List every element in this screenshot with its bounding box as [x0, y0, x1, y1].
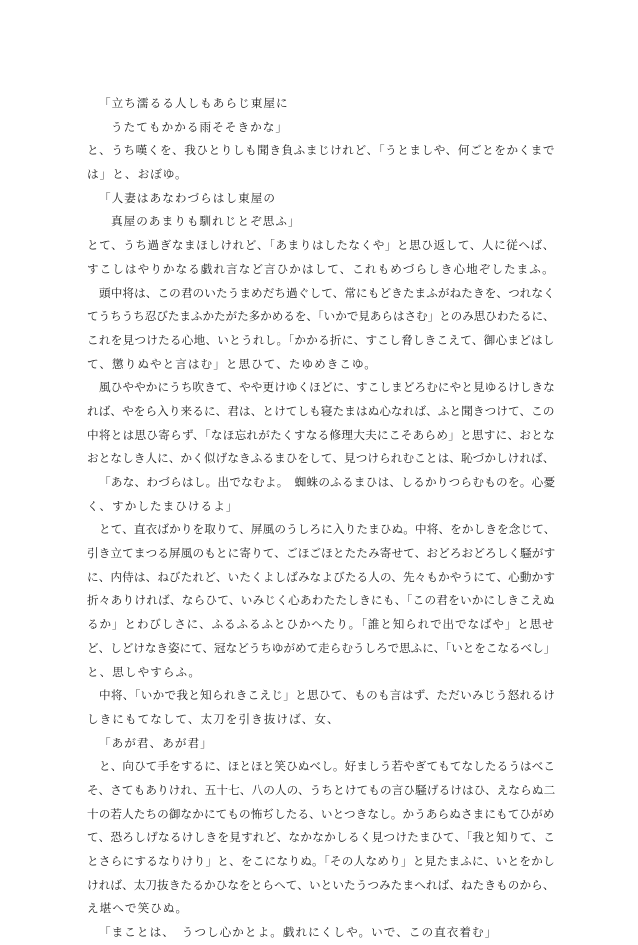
text-line: 「人妻はあなわづらはし東屋の — [99, 190, 277, 205]
body-text — [87, 92, 555, 945]
text-line: うたてもかかる雨そそきかな」 — [111, 119, 289, 134]
text-line: そ、さてもありけれ、五十七、八の人の、うちとけてもの言ひ騒げるけはひ、えならぬ二 — [87, 782, 556, 797]
text-line: 「まことは、 うつし心かとよ。戯れにくしや。いで、この直衣着む」 — [99, 925, 498, 940]
text-line: おとなしき人に、かく似げなきふるまひをして、見つけられむことは、恥づかしければ、 — [87, 451, 555, 466]
text-line: てうちうち忍びたまふかたがた多かめるを、「いかで見あらはさむ」とのみ思ひわたるに、 — [87, 309, 555, 324]
text-line: れば、やをら入り来るに、君は、とけてしも寝たまはぬ心なれば、ふと聞きつけて、この — [87, 403, 555, 418]
text-line: とさらにするなりけり」と、をこになりぬ。「その人なめり」と見たまふに、いとをかし — [87, 854, 555, 868]
text-line: に、内侍は、ねびたれど、いたくよしばみなよびたる人の、先々もかやうにて、心動かす — [87, 569, 556, 584]
text-line: と、向ひて手をするに、ほとほと笑ひぬべし。好ましう若やぎてもてなしたるうはべこ — [99, 759, 556, 774]
text-line: と、思しやすらふ。 — [87, 664, 202, 679]
text-line: 真屋のあまりも馴れじとぞ思ふ」 — [111, 214, 301, 229]
text-line: は」と、おぼゆ。 — [87, 167, 188, 182]
text-line: 折々ありければ、ならひて、いみじく心あわたたしきにも、「この君をいかにしきこえぬ — [87, 593, 555, 608]
text-line: 頭中将は、この君のいたうまめだち過ぐして、常にもどきたまふがねたきを、つれなく — [99, 285, 555, 300]
text-line: 「立ち濡るる人しもあらじ東屋に — [99, 96, 289, 110]
text-line: とて、直衣ばかりを取りて、屏風のうしろに入りたまひぬ。中将、をかしきを念じて、 — [99, 522, 556, 537]
text-line: 十の若人たちの御なかにてもの怖ぢしたる、いとつきなし。かうあらぬさまにもてひがめ — [87, 806, 555, 821]
text-line: すこしはやりかなる戯れ言など言ひかはして、これもめづらしき心地ぞしたまふ。 — [87, 261, 555, 276]
text-line: て、恐ろしげなるけしきを見すれど、なかなかしるく見つけたまひて、「我と知りて、こ — [87, 830, 556, 845]
text-line: しきにもてなして、太刀を引き抜けば、女、 — [87, 711, 340, 726]
text-line: く、すかしたまひけるよ」 — [87, 498, 239, 513]
text-line: 「あが君、あが君」 — [99, 735, 213, 750]
text-line: 「あな、わづらはし。出でなむよ。 蜘蛛のふるまひは、しるかりつらむものを。心憂 — [99, 475, 556, 489]
text-line: て、懲りぬやと言はむ」と思ひて、たゆめきこゆ。 — [87, 356, 377, 371]
text-line: 引き立てまつる屏風のもとに寄りて、ごほごほとたたみ寄せて、おどろおどろしく騒がす — [87, 546, 556, 561]
text-line: これを見つけたる心地、いとうれし。「かかる折に、すこし脅しきこえて、御心まどはし — [87, 332, 555, 347]
text-line: ど、しどけなき姿にて、冠などうちゆがめて走らむうしろで思ふに、「いとをこなるべし」 — [87, 640, 556, 655]
text-line: るか」とわびしさに、ふるふるふとひかへたり。「誰と知られで出でなばや」と思せ — [87, 617, 555, 632]
text-line: 風ひややかにうち吹きて、やや更けゆくほどに、すこしまどろむにやと見ゆるけしきな — [99, 380, 555, 395]
text-line: え堪へで笑ひぬ。 — [87, 901, 189, 916]
text-line: と、うち嘆くを、我ひとりしも聞き負ふまじけれど、「うとましや、何ごとをかくまで — [87, 143, 556, 158]
text-line: 中将とは思ひ寄らず、「なほ忘れがたくすなる修理大夫にこそあらめ」と思すに、おとな — [87, 427, 556, 442]
text-line: ければ、太刀抜きたるかひなをとらへて、いといたうつみたまへれば、ねたきものから、 — [87, 877, 555, 892]
text-line: 中将、「いかで我と知られきこえじ」と思ひて、ものも言はず、ただいみじう怒れるけ — [99, 688, 556, 703]
text-line: とて、うち過ぎなまほしけれど、「あまりはしたなくや」と思ひ返して、人に従へば、 — [87, 238, 555, 253]
